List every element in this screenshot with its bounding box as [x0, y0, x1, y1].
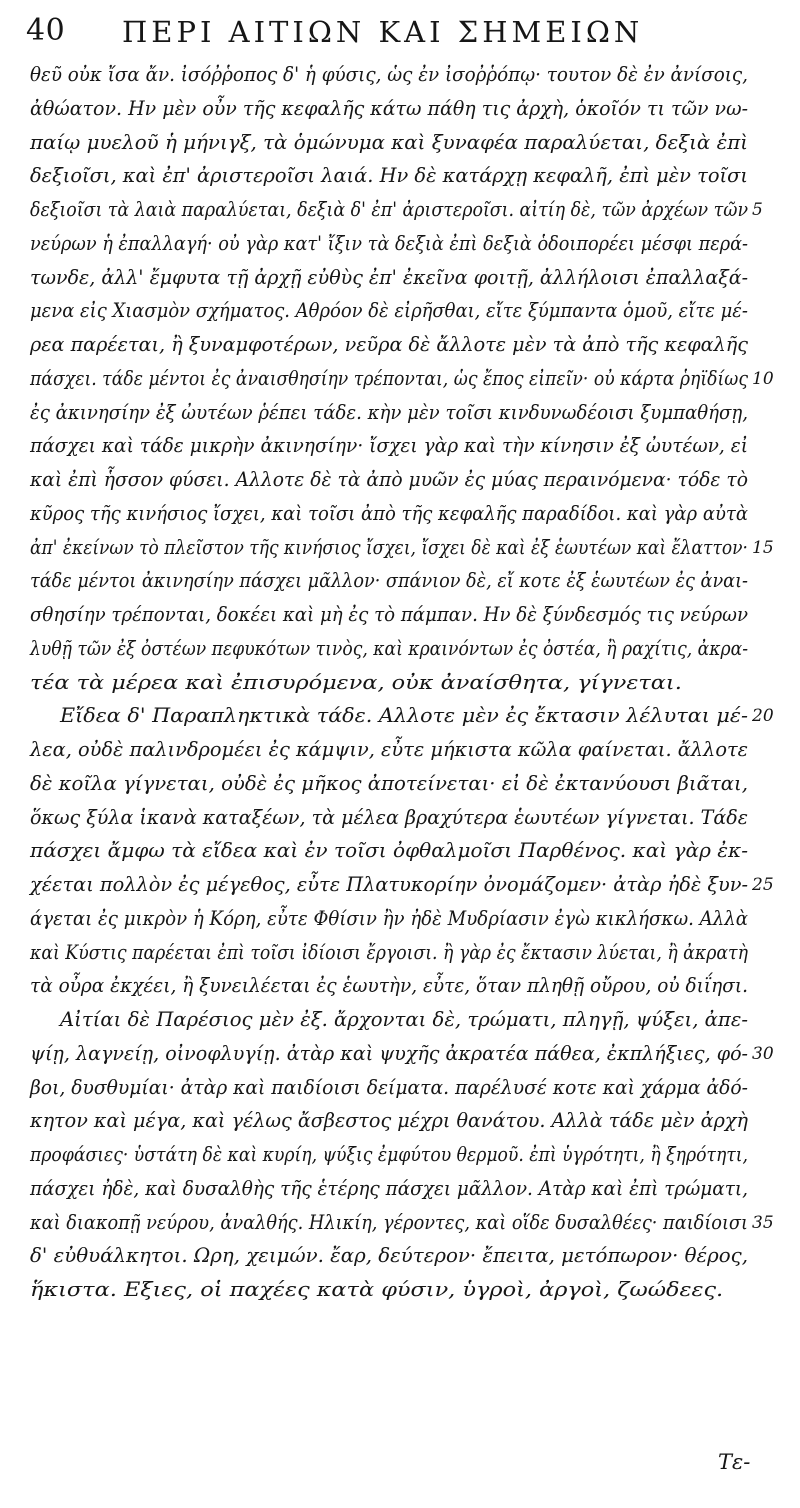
text-line [30, 328, 768, 362]
text-line-content: καὶ διακοπῇ νεύρου, ἀναλθής. Ηλικίη, γέροντες, καὶ οἵδε δυσαλθέες· παιδίοισι [30, 1209, 748, 1234]
text-line-content: πάσχει. τάδε μέντοι ἐς ἀναισθησίην τρέπονται, ὡς ἔπος εἰπεῖν· οὐ κάρτα ῥηϊδίως [30, 365, 749, 390]
text-line-content: παίῳ μυελοῦ ἡ μήνιγξ, τὰ ὁμώνυμα καὶ ξυναφέα παραλύεται, δεξιὰ ἐπὶ [30, 129, 749, 154]
text-line-content: άγεται ἐς μικρὸν ἡ Κόρη, εὖτε Φθίσιν ἢν ἠδὲ Μυδρίασιν ἐγὼ κικλήσκω. Αλλὰ [30, 905, 749, 930]
text-line [30, 396, 768, 430]
text-line-content: χέεται πολλὸν ἐς μέγεθος, εὖτε Πλατυκορίην ὀνομάζομεν· ἀτὰρ ἠδὲ ξυν- [30, 872, 749, 896]
text-line [30, 632, 768, 666]
text-line-content: θεῦ οὐκ ἴσα ἄν. ἰσόῤῥοπος δ' ἡ φύσις, ὡς ἐν ἰσοῤῥόπῳ· τουτον δὲ ἐν ἀνίσοις, [30, 62, 748, 86]
text-line-content: δὲ κοῖλα γίγνεται, οὐδὲ ἐς μῆκος ἀποτείνεται· εἰ δὲ ἐκτανύουσι βιᾶται, [30, 770, 748, 795]
text-line-content: τάδε μέντοι ἀκινησίην πάσχει μᾶλλον· σπάνιον δὲ, εἴ κοτε ἐξ ἑωυτέων ἐς ἀναι- [30, 568, 748, 593]
text-line-content: σθησίην τρέπονται, δοκέει καὶ μὴ ἐς τὸ πάμπαν. Ην δὲ ξύνδεσμός τις νεύρων [30, 602, 748, 626]
text-line-content: ὅκως ξύλα ἱκανὰ καταξέων, τὰ μέλεα βραχύτερα ἑωυτέων γίγνεται. Τάδε [30, 804, 748, 829]
text-line-content: τέα τὰ μέρεα καὶ ἐπισυρόμενα, οὐκ ἀναίσθητα, γίγνεται. [30, 669, 682, 694]
text-line-content: προφάσιες· ὑστάτη δὲ καὶ κυρίη, ψύξις ἐμφύτου θερμοῦ. ἐπὶ ὑγρότητι, ἢ ξηρότητι, [30, 1142, 749, 1166]
line-number: 15 [752, 537, 774, 558]
text-line-content: καὶ Κύστις παρέεται ἐπὶ τοῖσι ἰδίοισι ἔργοισι. ἢ γὰρ ἐς ἔκτασιν λύεται, ἢ ἀκρατὴ [30, 939, 749, 964]
text-line-content: πάσχει καὶ τάδε μικρὴν ἀκινησίην· ἴσχει γὰρ καὶ τὴν κίνησιν ἐξ ὠυτέων, εἰ [30, 433, 748, 458]
line-number: 10 [752, 368, 774, 389]
text-line [30, 868, 774, 902]
text-line [30, 159, 768, 193]
text-line-content: μενα εἰς Χιασμὸν σχήματος. Αθρόον δὲ εἰρῆσθαι, εἴτε ξύμπαντα ὁμοῦ, εἴτε μέ- [30, 298, 748, 323]
text-line [30, 294, 768, 328]
text-line [30, 801, 768, 835]
catchword: Τε- [718, 1450, 751, 1474]
text-line-content: τωνδε, ἀλλ' ἔμφυτα τῇ ἀρχῇ εὐθὺς ἐπ' ἐκεῖνα φοιτῇ, ἀλλήλοισι ἐπαλλαξά- [30, 264, 749, 289]
text-line [30, 834, 768, 868]
text-line [30, 227, 768, 261]
line-number: 20 [752, 706, 774, 727]
text-line-content: νεύρων ἡ ἐπαλλαγή· οὐ γὰρ κατ' ἴξιν τὰ δεξιὰ ἐπὶ δεξιὰ ὁδοιπορέει μέσφι περά- [30, 230, 749, 255]
text-line [30, 1206, 774, 1240]
text-line-content: λεα, οὐδὲ παλινδρομέει ἐς κάμψιν, εὖτε μήκιστα κῶλα φαίνεται. ἄλλοτε [30, 737, 749, 761]
text-line [30, 1037, 774, 1071]
page-number: 40 [26, 13, 66, 48]
text-line-content: καὶ ἐπὶ ἧσσον φύσει. Αλλοτε δὲ τὰ ἀπὸ μυῶν ἐς μύας περαινόμενα· τόδε τὸ [30, 467, 748, 491]
text-line [30, 1239, 768, 1273]
line-number: 30 [752, 1043, 774, 1064]
text-line-content: τὰ οὖρα ἐκχέει, ἢ ξυνειλέεται ἐς ἑωυτὴν, εὖτε, ὅταν πληθῇ οὔρου, οὐ διΐησι. [30, 973, 748, 998]
text-line-content: δεξιοῖσι, καὶ ἐπ' ἀριστεροῖσι λαιά. Ην δὲ κατάρχῃ κεφαλῆ, ἐπὶ μὲν τοῖσι [30, 163, 748, 188]
text-line [30, 58, 768, 92]
text-line [30, 598, 768, 632]
text-line [30, 463, 768, 497]
text-line [30, 92, 768, 126]
text-line-content: ἀπ' ἐκείνων τὸ πλεῖστον τῆς κινήσιος ἴσχει, ἴσχει δὲ καὶ ἐξ ἑωυτέων καὶ ἔλαττον· [30, 534, 748, 559]
text-line [30, 1104, 768, 1138]
text-line [30, 767, 768, 801]
text-line [30, 126, 768, 160]
text-line-content: Εἴδεα δ' Παραπληκτικὰ τάδε. Αλλοτε μὲν ἐς ἔκτασιν λέλυται μέ- [60, 703, 748, 728]
body-text [30, 58, 774, 1307]
text-line [30, 733, 768, 767]
text-line-content: ἀθώατον. Ην μὲν οὖν τῆς κεφαλῆς κάτω πάθη τις ἀρχὴ, ὁκοῖόν τι τῶν νω- [30, 95, 748, 120]
text-line [30, 531, 774, 565]
text-line [30, 564, 768, 598]
text-line [30, 261, 768, 295]
text-line [30, 497, 768, 531]
text-line-content: πάσχει ἄμφω τὰ εἴδεα καὶ ἐν τοῖσι ὀφθαλμοῖσι Παρθένος. καὶ γὰρ ἐκ- [30, 838, 749, 863]
text-line [30, 699, 774, 733]
text-line [30, 1003, 768, 1037]
text-line [30, 1071, 768, 1105]
text-line-content: Αἰτίαι δὲ Παρέσιος μὲν ἐξ. ἄρχονται δὲ, τρώματι, πληγῇ, ψύξει, ἀπε- [60, 1007, 748, 1031]
text-line-content: κῦρος τῆς κινήσιος ἴσχει, καὶ τοῖσι ἀπὸ τῆς κεφαλῆς παραδίδοι. καὶ γὰρ αὐτὰ [30, 500, 749, 525]
text-line-content: βοι, δυσθυμίαι· ἀτὰρ καὶ παιδίοισι δείματα. παρέλυσέ κοτε καὶ χάρμα ἀδό- [30, 1074, 748, 1099]
text-line-content: κητον καὶ μέγα, καὶ γέλως ἄσβεστος μέχρι θανάτου. Αλλὰ τάδε μὲν ἀρχὴ [30, 1108, 748, 1133]
running-head: ΠΕΡΙ ΑΙΤΙΩΝ ΚΑΙ ΣΗΜΕΙΩΝ [122, 15, 644, 49]
text-line [30, 1138, 768, 1172]
text-line-content: δεξιοῖσι τὰ λαιὰ παραλύεται, δεξιὰ δ' ἐπ' ἀριστεροῖσι. αἰτίη δὲ, τῶν ἀρχέων τῶν [30, 197, 749, 221]
text-line [30, 362, 774, 396]
line-number: 35 [752, 1212, 774, 1233]
text-line [30, 666, 768, 700]
text-line-content: πάσχει ἠδὲ, καὶ δυσαλθὴς τῆς ἑτέρης πάσχει μᾶλλον. Ατὰρ καὶ ἐπὶ τρώματι, [30, 1175, 749, 1200]
text-line [30, 193, 768, 227]
text-line-content: ρεα παρέεται, ἢ ξυναμφοτέρων, νεῦρα δὲ ἄλλοτε μὲν τὰ ἀπὸ τῆς κεφαλῆς [30, 332, 748, 356]
text-line-content: δ' εὐθυάλκητοι. Ωρη, χειμών. ἔαρ, δεύτερον· ἔπειτα, μετόπωρον· θέρος, [30, 1243, 748, 1268]
line-number: 25 [752, 875, 774, 895]
text-line [30, 902, 768, 936]
text-line [30, 936, 768, 970]
text-line [30, 1172, 768, 1206]
text-line [30, 1273, 768, 1307]
text-line-content: ἐς ἀκινησίην ἐξ ὠυτέων ῥέπει τάδε. κὴν μὲν τοῖσι κινδυνωδέοισι ξυμπαθήσῃ, [30, 399, 749, 424]
text-line-content: ψίῃ, λαγνείῃ, οἰνοφλυγίῃ. ἀτὰρ καὶ ψυχῆς ἀκρατέα πάθεα, ἐκπλήξιες, φό- [30, 1040, 749, 1065]
line-number: 5 [752, 200, 763, 220]
text-line-content: ἥκιστα. Εξιες, οἱ παχέες κατὰ φύσιν, ὑγροὶ, ἀργοὶ, ζωώδεες. [30, 1277, 724, 1301]
text-line-content: λυθῇ τῶν ἐξ ὀστέων πεφυκότων τινὸς, καὶ κραινόντων ἐς ὀστέα, ἢ ραχίτις, ἀκρα- [30, 635, 749, 660]
text-line [30, 429, 768, 463]
text-line [30, 969, 768, 1003]
